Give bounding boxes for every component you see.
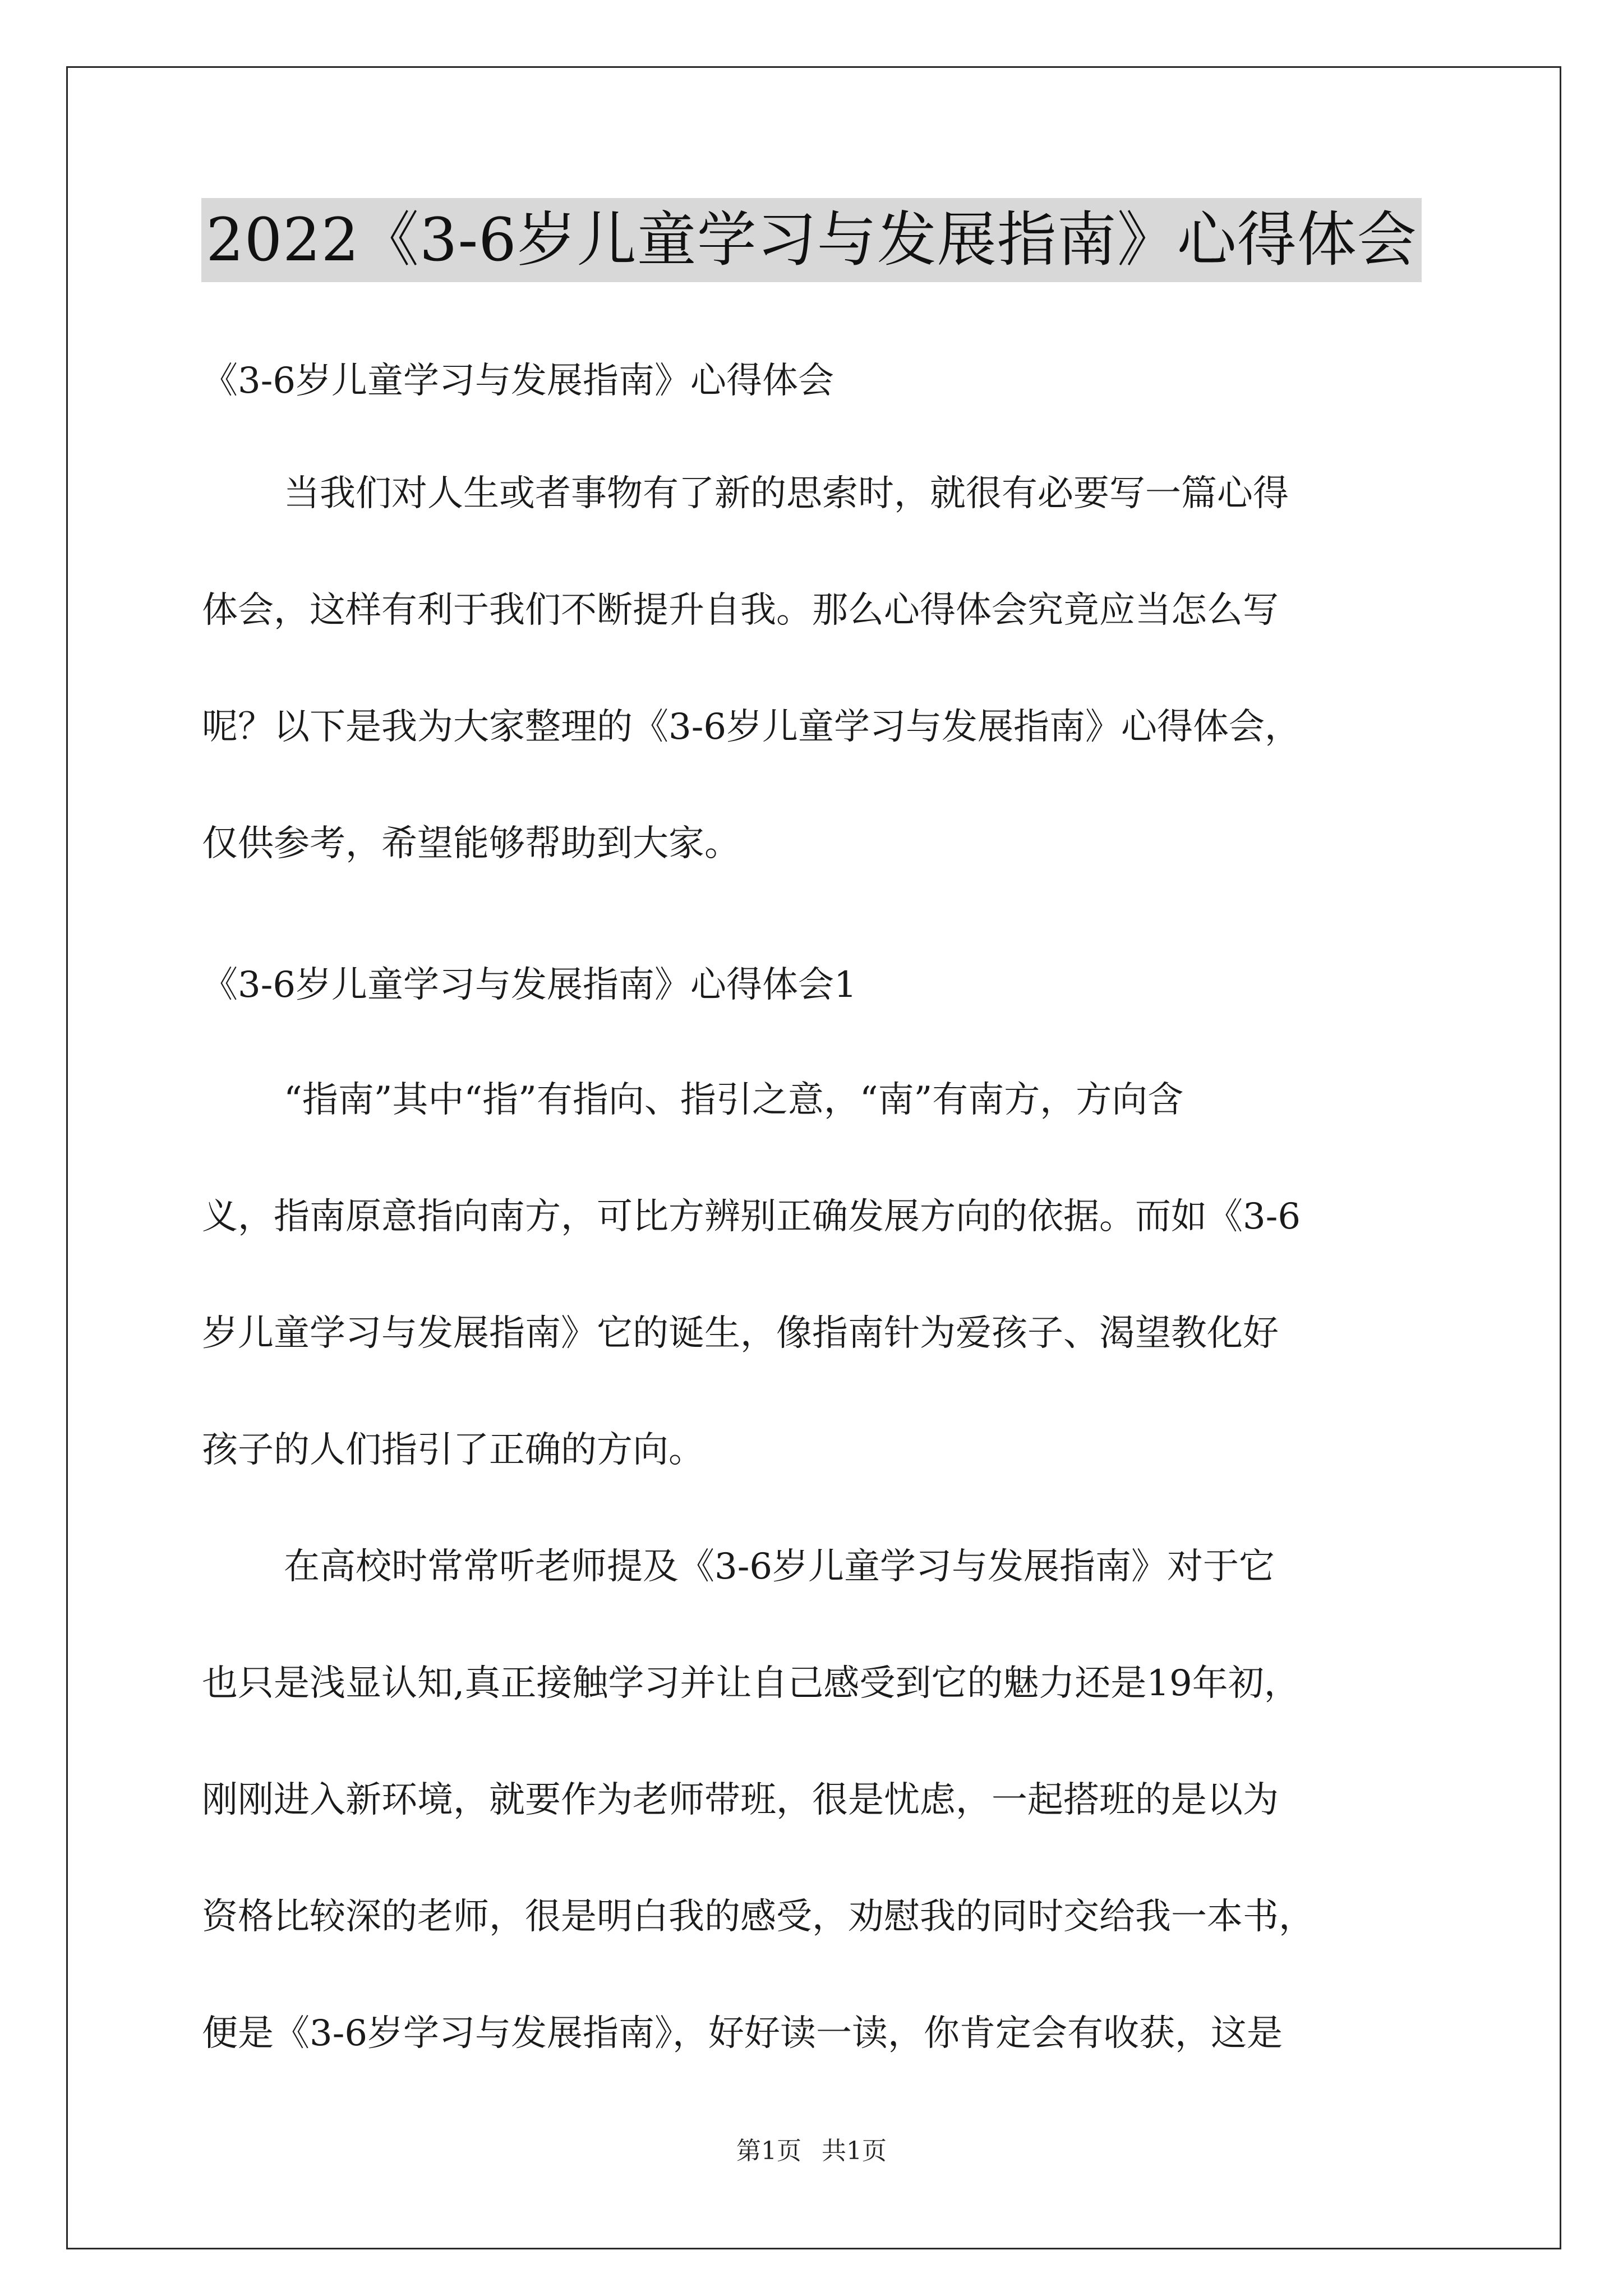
body-paragraph-1: [202, 1042, 1436, 1508]
page-total: 共1页: [822, 2137, 887, 2165]
body-paragraph-2: [202, 1508, 1436, 2092]
subtitle-text: 《3-6岁儿童学习与发展指南》心得体会: [202, 360, 834, 402]
intro-paragraph: [202, 435, 1436, 902]
title-container: [0, 198, 1623, 282]
paragraph-line: 岁儿童学习与发展指南》它的诞生，像指南针为爱孩子、渴望教化好: [202, 1313, 1279, 1354]
page-footer: [0, 2134, 1623, 2168]
paragraph-line: 孩子的人们指引了正确的方向。: [202, 1429, 704, 1471]
document-title: 2022《3-6岁儿童学习与发展指南》心得体会: [201, 198, 1421, 282]
section-heading-text: 《3-6岁儿童学习与发展指南》心得体会1: [202, 964, 857, 1006]
section-heading: [202, 927, 1436, 1043]
paragraph-line: “指南”其中“指”有指向、指引之意，“南”有南方，方向含: [284, 1079, 1184, 1121]
paragraph-line: 义，指南原意指向南方，可比方辨别正确发展方向的依据。而如《3-6: [202, 1196, 1301, 1237]
paragraph-line: 便是《3-6岁学习与发展指南》，好好读一读，你肯定会有收获，这是: [202, 2013, 1283, 2054]
paragraph-line: 仅供参考，希望能够帮助到大家。: [202, 823, 740, 864]
paragraph-line: 体会，这样有利于我们不断提升自我。那么心得体会究竟应当怎么写: [202, 590, 1279, 631]
subtitle: [202, 323, 1436, 439]
paragraph-line: 在高校时常常听老师提及《3-6岁儿童学习与发展指南》对于它: [284, 1546, 1275, 1588]
paragraph-line: 呢？以下是我为大家整理的《3-6岁儿童学习与发展指南》心得体会，: [202, 706, 1301, 748]
page-number: 第1页: [736, 2137, 801, 2165]
paragraph-line: 也只是浅显认知,真正接触学习并让自己感受到它的魅力还是19年初，: [202, 1663, 1300, 1704]
paragraph-line: 刚刚进入新环境，就要作为老师带班，很是忧虑，一起搭班的是以为: [202, 1779, 1279, 1821]
paragraph-line: 资格比较深的老师，很是明白我的感受，劝慰我的同时交给我一本书，: [202, 1896, 1315, 1938]
paragraph-line: 当我们对人生或者事物有了新的思索时，就很有必要写一篇心得: [284, 473, 1289, 514]
